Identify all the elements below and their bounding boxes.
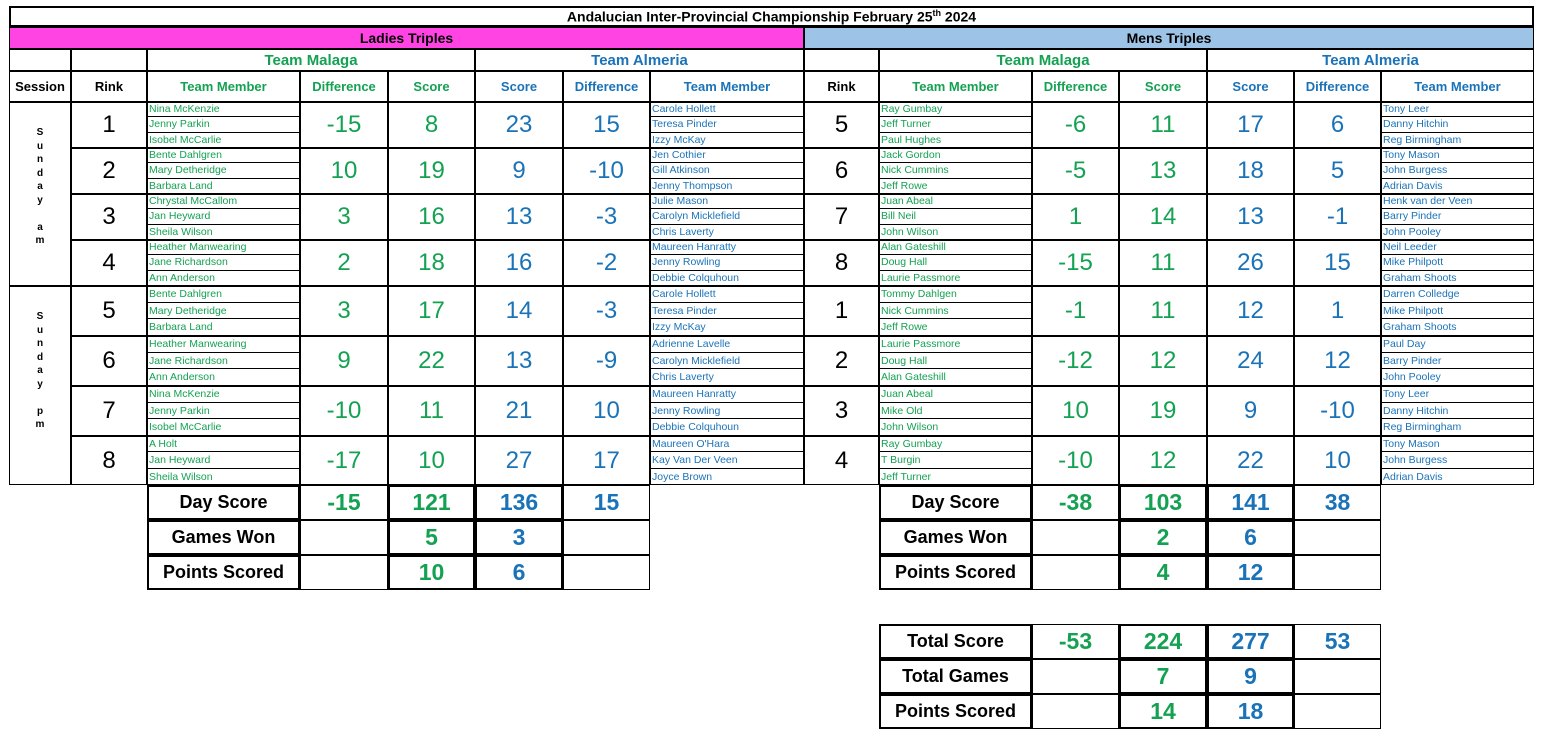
ladies-malaga-member: Barbara Land [149,321,213,334]
mens-summary-malaga-score: 4 [1119,555,1207,590]
mens-almeria-member: Reg Birmingham [1383,421,1462,434]
mens-malaga-score: 11 [1119,286,1207,336]
ladies-malaga-member: Nina McKenzie [147,386,300,403]
mens-malaga-member: Jeff Turner [881,470,931,483]
mens-almeria-member: Danny Hitchin [1381,117,1534,132]
ladies-malaga-member: Jan Heyward [147,209,300,224]
ladies-almeria-member: Maureen Hanratty [650,240,804,255]
ladies-almeria-diff: 17 [563,436,650,485]
mens-almeria-diff: 6 [1294,102,1381,148]
mens-malaga-score: 11 [1119,102,1207,148]
mens-almeria-diff: 10 [1294,436,1381,485]
mens-rink-4: 8 [804,240,879,286]
ladies-almeria-member: Izzy McKay [652,321,706,334]
mens-header-rink: Rink [804,71,879,102]
ladies-section-header [9,27,804,49]
ladies-rink-5: 5 [71,286,147,336]
totals-summary-malaga-score: 14 [1119,694,1207,729]
ladies-header-score-b: Score [475,71,563,102]
ladies-almeria-member: Gill Atkinson [650,163,804,178]
ladies-malaga-member: Jenny Parkin [147,117,300,132]
mens-malaga-member: Jack Gordon [879,148,1032,163]
totals-summary-malaga-diff [1032,694,1119,729]
mens-malaga-diff: -12 [1032,336,1119,386]
mens-summary-almeria-diff [1294,555,1381,590]
totals-summary-malaga-diff [1032,659,1119,694]
ladies-almeria-member: Julie Mason [650,194,804,209]
mens-team-almeria: Team Almeria [1207,49,1534,71]
ladies-malaga-score: 8 [388,102,475,148]
ladies-header-session: Session [9,71,71,102]
ladies-almeria-diff: 10 [563,386,650,436]
mens-rink-3: 7 [804,194,879,240]
mens-malaga-diff: 10 [1032,386,1119,436]
ladies-almeria-member: Carole Hollett [650,286,804,303]
mens-almeria-member: John Burgess [1381,163,1534,178]
mens-almeria-diff: -1 [1294,194,1381,240]
ladies-malaga-member: Jenny Parkin [147,403,300,420]
ladies-almeria-diff: -9 [563,336,650,386]
mens-almeria-member: John Pooley [1383,371,1441,384]
mens-malaga-member: Jeff Rowe [881,179,928,192]
title-text: Andalucian Inter-Provincial Championship February 25 [566,8,933,25]
ladies-malaga-member: Isobel McCarlie [149,421,222,434]
ladies-almeria-member: Maureen O'Hara [650,436,804,452]
ladies-almeria-diff: 15 [563,102,650,148]
mens-summary-almeria-score: 141 [1207,485,1294,520]
mens-almeria-member: Barry Pinder [1381,353,1534,370]
ladies-summary-malaga-diff [300,555,388,590]
mens-almeria-member: Darren Colledge [1381,286,1534,303]
mens-section-label: Mens Triples [1126,30,1212,46]
mens-almeria-diff: 15 [1294,240,1381,286]
mens-almeria-member: Reg Birmingham [1383,133,1462,146]
mens-malaga-member: Doug Hall [879,353,1032,370]
totals-summary-malaga-score: 7 [1119,659,1207,694]
mens-malaga-diff: -15 [1032,240,1119,286]
mens-malaga-score: 19 [1119,386,1207,436]
ladies-summary-malaga-score: 121 [388,485,475,520]
mens-almeria-diff: 5 [1294,148,1381,194]
ladies-rink-1: 1 [71,102,147,148]
mens-header-score-a: Score [1119,71,1207,102]
mens-blank-rink [804,49,879,71]
mens-summary-almeria-score: 6 [1207,520,1294,555]
session-label-2: S u n d a y p m [35,311,45,430]
ladies-almeria-member: Jenny Thompson [652,179,733,192]
mens-malaga-member: Mike Old [879,403,1032,420]
ladies-malaga-score: 22 [388,336,475,386]
mens-rink-1: 5 [804,102,879,148]
mens-malaga-member: Alan Gateshill [881,371,946,384]
ladies-malaga-member: Nina McKenzie [147,102,300,117]
mens-rink-8: 4 [804,436,879,485]
ladies-malaga-score: 11 [388,386,475,436]
ladies-rink-8: 8 [71,436,147,485]
mens-malaga-member: Alan Gateshill [879,240,1032,255]
mens-almeria-score: 18 [1207,148,1294,194]
ladies-almeria-member: Izzy McKay [652,133,706,146]
ladies-almeria-member: Chris Laverty [652,371,714,384]
ladies-malaga-diff: -10 [300,386,388,436]
mens-almeria-member: Mike Philpott [1381,303,1534,320]
ladies-summary-almeria-score: 136 [475,485,563,520]
ladies-header-diff-b: Difference [563,71,650,102]
totals-summary-malaga-score: 224 [1119,624,1207,659]
session-label-1: S u n d a y a m [35,127,45,246]
mens-malaga-member: Jeff Rowe [881,321,928,334]
ladies-summary-malaga-diff [300,520,388,555]
ladies-blank-session [9,49,71,71]
totals-summary-almeria-score: 9 [1207,659,1294,694]
mens-almeria-member: Mike Philpott [1381,255,1534,270]
ladies-team-malaga: Team Malaga [147,49,475,71]
ladies-almeria-score: 23 [475,102,563,148]
ladies-malaga-diff: 2 [300,240,388,286]
ladies-malaga-diff: -15 [300,102,388,148]
mens-malaga-score: 12 [1119,436,1207,485]
ladies-malaga-member: Jane Richardson [147,353,300,370]
ladies-summary-label: Games Won [147,520,300,555]
mens-malaga-diff: 1 [1032,194,1119,240]
mens-almeria-member: Adrian Davis [1383,179,1443,192]
mens-almeria-score: 13 [1207,194,1294,240]
mens-malaga-score: 14 [1119,194,1207,240]
mens-malaga-member: Laurie Passmore [879,336,1032,353]
mens-summary-almeria-diff [1294,520,1381,555]
totals-summary-malaga-diff: -53 [1032,624,1119,659]
ladies-malaga-diff: 3 [300,194,388,240]
ladies-rink-4: 4 [71,240,147,286]
ladies-almeria-member: Carole Hollett [650,102,804,117]
mens-almeria-member: Tony Mason [1381,148,1534,163]
mens-malaga-member: Nick Cummins [879,163,1032,178]
mens-summary-malaga-score: 2 [1119,520,1207,555]
ladies-almeria-member: Joyce Brown [652,470,713,483]
totals-summary-label: Total Games [879,659,1032,694]
ladies-summary-malaga-diff: -15 [300,485,388,520]
mens-malaga-member: John Wilson [881,421,939,434]
mens-almeria-member: Tony Leer [1381,386,1534,403]
mens-malaga-score: 13 [1119,148,1207,194]
ladies-almeria-member: Jenny Rowling [650,403,804,420]
mens-summary-malaga-score: 103 [1119,485,1207,520]
ladies-header-rink: Rink [71,71,147,102]
mens-malaga-member: Laurie Passmore [881,271,961,284]
mens-summary-almeria-diff: 38 [1294,485,1381,520]
totals-summary-almeria-diff: 53 [1294,624,1381,659]
ladies-summary-almeria-score: 6 [475,555,563,590]
mens-summary-label: Points Scored [879,555,1032,590]
mens-rink-7: 3 [804,386,879,436]
ladies-almeria-diff: -3 [563,286,650,336]
ladies-malaga-member: Chrystal McCallom [147,194,300,209]
ladies-almeria-diff: -10 [563,148,650,194]
mens-header-diff-a: Difference [1032,71,1119,102]
ladies-blank-rink [71,49,147,71]
ladies-almeria-member: Teresa Pinder [650,303,804,320]
ladies-almeria-member: Kay Van Der Veen [650,452,804,468]
mens-summary-malaga-diff [1032,555,1119,590]
ladies-summary-label: Day Score [147,485,300,520]
ladies-malaga-member: Bente Dahlgren [147,148,300,163]
ladies-malaga-member: Isobel McCarlie [149,133,222,146]
mens-header-diff-b: Difference [1294,71,1381,102]
title-bar [9,6,1534,27]
ladies-almeria-diff: -2 [563,240,650,286]
page-title [567,8,976,25]
mens-almeria-member: Paul Day [1381,336,1534,353]
mens-almeria-diff: 12 [1294,336,1381,386]
totals-summary-almeria-diff [1294,694,1381,729]
ladies-almeria-member: Jen Cothier [650,148,804,163]
ladies-summary-malaga-score: 10 [388,555,475,590]
mens-malaga-diff: -6 [1032,102,1119,148]
ladies-malaga-member: A Holt [147,436,300,452]
mens-almeria-score: 12 [1207,286,1294,336]
mens-almeria-member: Tony Mason [1381,436,1534,452]
mens-malaga-member: Juan Abeal [879,194,1032,209]
ladies-almeria-score: 13 [475,336,563,386]
ladies-almeria-member: Adrienne Lavelle [650,336,804,353]
ladies-almeria-diff: -3 [563,194,650,240]
mens-malaga-score: 11 [1119,240,1207,286]
title-superscript: th [932,8,942,19]
ladies-almeria-score: 27 [475,436,563,485]
mens-header-member-a: Team Member [879,71,1032,102]
mens-header-score-b: Score [1207,71,1294,102]
ladies-malaga-score: 10 [388,436,475,485]
ladies-almeria-member: Debbie Colquhoun [652,271,739,284]
mens-almeria-member: Barry Pinder [1381,209,1534,224]
totals-summary-almeria-score: 18 [1207,694,1294,729]
mens-summary-label: Games Won [879,520,1032,555]
mens-malaga-member: Nick Cummins [879,303,1032,320]
ladies-malaga-score: 16 [388,194,475,240]
mens-almeria-score: 9 [1207,386,1294,436]
title-year: 2024 [941,8,977,25]
ladies-section-label: Ladies Triples [359,30,454,46]
mens-almeria-score: 17 [1207,102,1294,148]
mens-rink-2: 6 [804,148,879,194]
mens-almeria-diff: -10 [1294,386,1381,436]
ladies-header-diff-a: Difference [300,71,388,102]
ladies-almeria-member: Debbie Colquhoun [652,421,739,434]
mens-malaga-diff: -5 [1032,148,1119,194]
ladies-malaga-member: Jan Heyward [147,452,300,468]
ladies-malaga-diff: 9 [300,336,388,386]
ladies-summary-almeria-diff [563,555,650,590]
ladies-malaga-member: Mary Detheridge [147,163,300,178]
mens-summary-label: Day Score [879,485,1032,520]
mens-section-header [804,27,1534,49]
mens-malaga-member: John Wilson [881,225,939,238]
mens-almeria-member: Graham Shoots [1383,271,1457,284]
ladies-malaga-member: Mary Detheridge [147,303,300,320]
mens-almeria-member: Tony Leer [1381,102,1534,117]
ladies-summary-almeria-score: 3 [475,520,563,555]
mens-body-outline [804,102,1534,485]
mens-summary-malaga-diff: -38 [1032,485,1119,520]
totals-summary-almeria-diff [1294,659,1381,694]
ladies-almeria-member: Carolyn Micklefield [650,353,804,370]
mens-almeria-member: Adrian Davis [1383,470,1443,483]
ladies-almeria-member: Chris Laverty [652,225,714,238]
mens-header-member-b: Team Member [1381,71,1534,102]
mens-malaga-member: Ray Gumbay [879,102,1032,117]
ladies-malaga-member: Ann Anderson [149,271,215,284]
mens-malaga-member: T Burgin [879,452,1032,468]
ladies-team-almeria: Team Almeria [475,49,804,71]
ladies-summary-almeria-diff [563,520,650,555]
totals-summary-label: Points Scored [879,694,1032,729]
ladies-summary-malaga-score: 5 [388,520,475,555]
ladies-malaga-member: Heather Manwearing [147,240,300,255]
ladies-almeria-score: 9 [475,148,563,194]
mens-malaga-member: Ray Gumbay [879,436,1032,452]
ladies-almeria-score: 13 [475,194,563,240]
ladies-malaga-member: Barbara Land [149,179,213,192]
ladies-almeria-member: Maureen Hanratty [650,386,804,403]
totals-summary-almeria-score: 277 [1207,624,1294,659]
mens-almeria-score: 26 [1207,240,1294,286]
ladies-header-member-a: Team Member [147,71,300,102]
ladies-almeria-member: Jenny Rowling [650,255,804,270]
ladies-malaga-member: Bente Dahlgren [147,286,300,303]
ladies-almeria-member: Teresa Pinder [650,117,804,132]
mens-malaga-member: Doug Hall [879,255,1032,270]
mens-summary-malaga-diff [1032,520,1119,555]
totals-summary-label: Total Score [879,624,1032,659]
mens-team-malaga: Team Malaga [879,49,1207,71]
ladies-summary-almeria-diff: 15 [563,485,650,520]
ladies-malaga-score: 18 [388,240,475,286]
mens-almeria-member: John Pooley [1383,225,1441,238]
mens-almeria-member: Henk van der Veen [1381,194,1534,209]
ladies-rink-2: 2 [71,148,147,194]
ladies-malaga-diff: 10 [300,148,388,194]
mens-malaga-diff: -1 [1032,286,1119,336]
ladies-malaga-diff: -17 [300,436,388,485]
ladies-almeria-score: 16 [475,240,563,286]
mens-malaga-member: Juan Abeal [879,386,1032,403]
mens-malaga-member: Jeff Turner [879,117,1032,132]
ladies-malaga-member: Sheila Wilson [149,470,213,483]
mens-malaga-member: Bill Neil [879,209,1032,224]
ladies-malaga-member: Heather Manwearing [147,336,300,353]
ladies-rink-6: 6 [71,336,147,386]
ladies-malaga-member: Ann Anderson [149,371,215,384]
mens-malaga-score: 12 [1119,336,1207,386]
mens-almeria-diff: 1 [1294,286,1381,336]
ladies-malaga-member: Jane Richardson [147,255,300,270]
mens-rink-5: 1 [804,286,879,336]
mens-malaga-member: Paul Hughes [881,133,942,146]
mens-almeria-member: Danny Hitchin [1381,403,1534,420]
mens-almeria-score: 22 [1207,436,1294,485]
mens-almeria-member: Graham Shoots [1383,321,1457,334]
mens-almeria-member: Neil Leeder [1381,240,1534,255]
ladies-body-outline [9,102,804,485]
ladies-rink-7: 7 [71,386,147,436]
ladies-almeria-score: 21 [475,386,563,436]
mens-almeria-member: John Burgess [1381,452,1534,468]
ladies-header-score-a: Score [388,71,475,102]
ladies-malaga-score: 19 [388,148,475,194]
ladies-almeria-member: Carolyn Micklefield [650,209,804,224]
mens-rink-6: 2 [804,336,879,386]
mens-summary-almeria-score: 12 [1207,555,1294,590]
ladies-almeria-score: 14 [475,286,563,336]
ladies-malaga-score: 17 [388,286,475,336]
ladies-header-member-b: Team Member [650,71,804,102]
mens-malaga-member: Tommy Dahlgen [879,286,1032,303]
ladies-rink-3: 3 [71,194,147,240]
ladies-summary-label: Points Scored [147,555,300,590]
mens-malaga-diff: -10 [1032,436,1119,485]
mens-almeria-score: 24 [1207,336,1294,386]
ladies-malaga-member: Sheila Wilson [149,225,213,238]
ladies-malaga-diff: 3 [300,286,388,336]
